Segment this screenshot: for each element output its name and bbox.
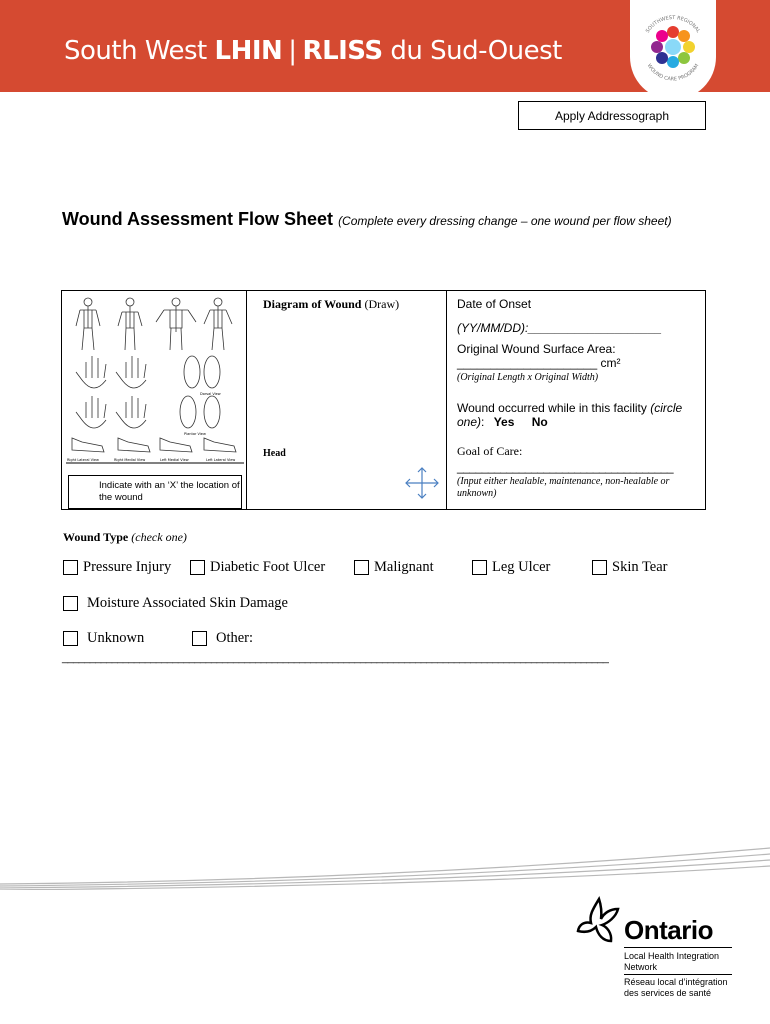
body-figure-front [76,298,100,350]
date-of-onset-field[interactable]: (YY/MM/DD):____________________ [457,321,662,335]
surface-area-field[interactable]: _____________________ cm² [457,356,621,370]
checkbox-label: Diabetic Foot Ulcer [210,559,326,575]
feet-side-views [72,438,236,452]
left-lateral-view-label: Left Lateral View [206,458,236,462]
body-figure-back [156,298,196,350]
leg-ulcer-checkbox[interactable] [472,559,550,576]
occurred-colon: : [481,415,485,429]
dorsal-view-label: Dorsal View [200,392,221,396]
wound-type-hint: (check one) [128,530,187,544]
form-title-note: (Complete every dressing change – one wound per flow sheet) [338,214,672,228]
checkbox-box[interactable] [472,560,487,575]
lhin-en-line1: Local Health Integration [624,951,720,961]
other-specify-field[interactable]: ___________________________________________________________________________________________________ [62,652,609,664]
checkbox-label: Unknown [87,630,145,646]
occurred-hint: (circle one) [457,401,683,429]
left-medial-view-label: Left Medial View [160,458,189,462]
body-figure-right [204,298,232,350]
checkbox-label: Malignant [374,559,434,575]
diabetic-foot-ulcer-checkbox[interactable] [190,559,325,576]
pressure-injury-checkbox[interactable] [63,559,171,576]
checkbox-box[interactable] [63,560,78,575]
footer-decorative-lines [0,840,770,890]
ontario-logo [576,895,756,1005]
table-divider [446,290,447,510]
moisture-damage-checkbox[interactable] [63,595,288,612]
right-medial-view-label: Right Medial View [114,458,146,462]
surface-area-hint: (Original Length x Original Width) [457,372,599,383]
body-figure-side [118,298,142,350]
checkbox-box[interactable] [592,560,607,575]
unknown-checkbox[interactable] [63,630,144,647]
other-checkbox[interactable] [192,630,253,647]
malignant-checkbox[interactable] [354,559,434,576]
form-title: Wound Assessment Flow Sheet [62,209,334,229]
plantar-view-label: Plantar View [184,432,206,436]
date-of-onset-label: Date of Onset [457,297,532,311]
ontario-divider [624,974,732,975]
checkbox-box[interactable] [354,560,369,575]
org-acronym-fr: RLISS [302,36,383,66]
checkbox-box[interactable] [63,631,78,646]
body-map-diagram[interactable] [64,292,246,468]
svg-text:WOUND CARE PROGRAM: WOUND CARE PROGRAM [645,62,701,83]
checkbox-label: Other: [216,630,254,646]
goal-of-care-label: Goal of Care: [457,444,523,458]
addressograph-box[interactable]: Apply Addressograph [518,101,706,130]
lhin-fr-line1: Réseau local d’intégration [624,977,728,987]
no-option[interactable]: No [531,415,548,429]
feet-plantar [180,396,220,428]
diagram-label-hint: (Draw) [361,297,400,311]
surface-area-label: Original Wound Surface Area: [457,342,616,356]
table-divider [246,290,247,510]
checkbox-label: Skin Tear [612,559,668,575]
body-figures [72,298,236,452]
yes-option[interactable]: Yes [493,415,515,429]
orientation-arrows-icon [404,466,440,500]
head-label: Head [263,448,286,459]
skin-tear-checkbox[interactable] [592,559,668,576]
goal-of-care-hint: (Input either healable, maintenance, non-healable or unknown) [457,476,670,499]
diagram-label-bold: Diagram of Wound [263,297,362,311]
location-instruction: Indicate with an ‘X’ the location of the wound [68,475,242,509]
ontario-wordmark: Ontario [624,915,713,945]
wound-care-logo-graphic [630,0,716,100]
checkbox-box[interactable] [190,560,205,575]
org-name-en: South West [64,36,215,66]
lhin-fr-line2: des services de santé [624,988,712,998]
wound-type-label-bold: Wound Type [63,530,129,544]
org-acronym-en: LHIN [214,36,283,66]
svg-text:SOUTHWEST REGIONAL: SOUTHWEST REGIONAL [644,14,702,35]
org-separator: | [288,36,297,66]
organization-name [64,36,562,66]
diagram-of-wound-label [263,297,399,312]
goal-of-care-field[interactable]: ___________________________________ [457,460,674,474]
occurred-label: Wound occurred while in this facility [457,401,647,415]
org-name-fr: du Sud-Ouest [382,36,562,66]
checkbox-label: Leg Ulcer [492,559,551,575]
page-title [62,208,722,232]
checkbox-label: Pressure Injury [83,559,172,575]
facility-occurrence [457,401,702,429]
trillium-icon [576,895,622,945]
feet-dorsal [184,356,220,388]
right-lateral-view-label: Right Lateral View [67,458,99,462]
checkbox-box[interactable] [192,631,207,646]
hand-outlines [76,356,146,428]
wound-type-label [63,530,187,545]
ontario-divider [624,947,732,948]
wound-care-program-logo [630,0,716,100]
checkbox-box[interactable] [63,596,78,611]
checkbox-label: Moisture Associated Skin Damage [87,595,288,611]
lhin-en-line2: Network [624,962,658,972]
